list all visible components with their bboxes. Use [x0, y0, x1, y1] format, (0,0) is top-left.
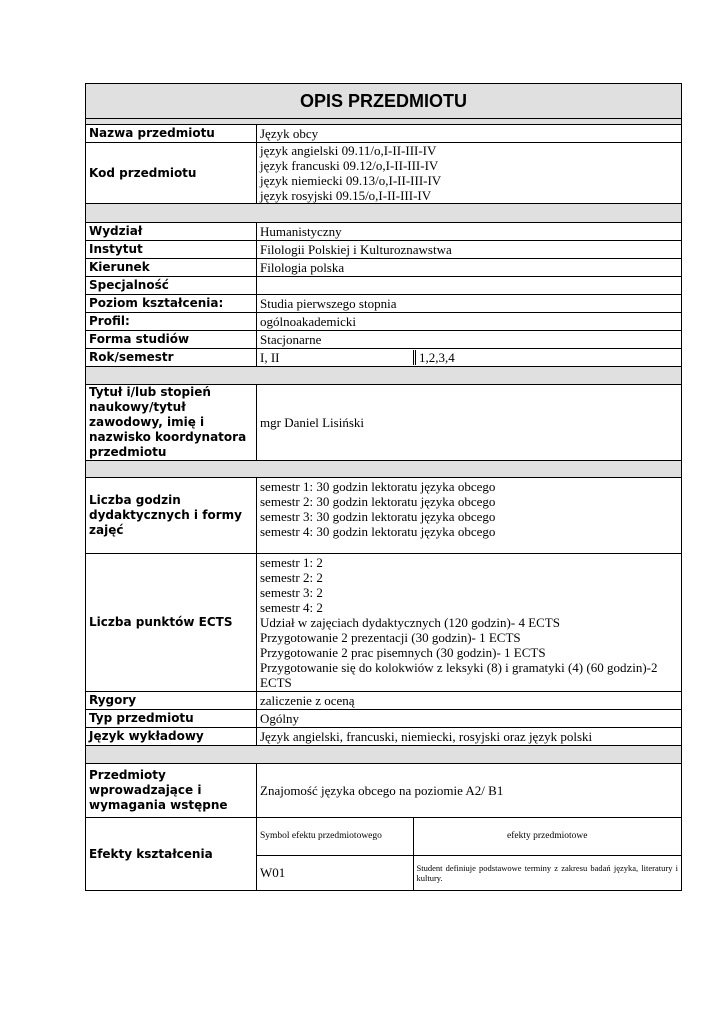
- kod-line: język rosyjski 09.15/o,I-II-III-IV: [260, 188, 432, 203]
- value-liczba-godzin: [257, 478, 682, 554]
- godziny-line: semestr 1: 30 godzin lektoratu języka obcego: [260, 479, 496, 494]
- ects-line: semestr 1: 2: [260, 555, 323, 570]
- ects-line: Przygotowanie 2 prac pisemnych (30 godzin)- 1 ECTS: [260, 645, 546, 660]
- header-efekty: efekty przedmiotowe: [413, 818, 681, 855]
- value-punkty-ects: [257, 554, 682, 692]
- label-wydzial: Wydział: [86, 223, 257, 241]
- label-wymagania-wstepne: Przedmioty wprowadzające i wymagania wstępne: [86, 764, 257, 818]
- label-jezyk-wykladowy: Język wykładowy: [86, 728, 257, 746]
- subject-description-table: [85, 83, 682, 891]
- godziny-line: semestr 2: 30 godzin lektoratu języka obcego: [260, 494, 496, 509]
- value-rok-semestr: [257, 349, 682, 367]
- subject-description-document: [85, 83, 681, 891]
- label-profil: Profil:: [86, 313, 257, 331]
- value-typ-przedmiotu: Ogólny: [257, 710, 682, 728]
- value-kierunek: Filologia polska: [257, 259, 682, 277]
- value-wymagania-wstepne: Znajomość języka obcego na poziomie A2/ B1: [257, 764, 682, 818]
- ects-line: Przygotowanie 2 prezentacji (30 godzin)- 1 ECTS: [260, 630, 521, 645]
- value-kod-przedmiotu: [257, 143, 682, 204]
- value-forma-studiow: Stacjonarne: [257, 331, 682, 349]
- label-punkty-ects: Liczba punktów ECTS: [86, 554, 257, 692]
- spacer-row: [86, 461, 682, 478]
- kod-line: język angielski 09.11/o,I-II-III-IV: [260, 143, 437, 158]
- label-poziom-ksztalcenia: Poziom kształcenia:: [86, 295, 257, 313]
- value-specjalnosc: [257, 277, 682, 295]
- value-semestr: 1,2,3,4: [419, 350, 455, 365]
- spacer-row: [86, 746, 682, 764]
- label-koordynator: Tytuł i/lub stopień naukowy/tytuł zawodowy, imię i nazwisko koordynatora przedmiotu: [86, 385, 257, 461]
- value-nazwa-przedmiotu: Język obcy: [257, 125, 682, 143]
- efekty-ksztalcenia-cell: [257, 818, 682, 891]
- document-title: OPIS PRZEDMIOTU: [86, 84, 682, 119]
- label-specjalnosc: Specjalność: [86, 277, 257, 295]
- value-wydzial: Humanistyczny: [257, 223, 682, 241]
- ects-line: semestr 2: 2: [260, 570, 323, 585]
- ects-line: Udział w zajęciach dydaktycznych (120 godzin)- 4 ECTS: [260, 615, 560, 630]
- value-rok: I, II: [257, 350, 415, 365]
- label-efekty-ksztalcenia: Efekty kształcenia: [86, 818, 257, 891]
- label-rok-semestr: Rok/semestr: [86, 349, 257, 367]
- label-instytut: Instytut: [86, 241, 257, 259]
- label-liczba-godzin: Liczba godzin dydaktycznych i formy zajęć: [86, 478, 257, 554]
- value-rygory: zaliczenie z oceną: [257, 692, 682, 710]
- rok-semestr-split: [257, 350, 681, 365]
- label-nazwa-przedmiotu: Nazwa przedmiotu: [86, 125, 257, 143]
- ects-line: semestr 4: 2: [260, 600, 323, 615]
- ects-line: Przygotowanie się do kolokwiów z leksyki (8) i gramatyki (4) (60 godzin)-2 ECTS: [260, 660, 658, 690]
- label-kod-przedmiotu: Kod przedmiotu: [86, 143, 257, 204]
- label-typ-przedmiotu: Typ przedmiotu: [86, 710, 257, 728]
- kod-line: język francuski 09.12/o,I-II-III-IV: [260, 158, 439, 173]
- label-rygory: Rygory: [86, 692, 257, 710]
- efekt-opis: Student definiuje podstawowe terminy z zakresu badań języka, literatury i kultury.: [413, 855, 681, 890]
- value-poziom-ksztalcenia: Studia pierwszego stopnia: [257, 295, 682, 313]
- godziny-line: semestr 3: 30 godzin lektoratu języka obcego: [260, 509, 496, 524]
- value-instytut: Filologii Polskiej i Kulturoznawstwa: [257, 241, 682, 259]
- godziny-line: semestr 4: 30 godzin lektoratu języka obcego: [260, 524, 496, 539]
- value-koordynator: mgr Daniel Lisiński: [257, 385, 682, 461]
- header-symbol: Symbol efektu przedmiotowego: [257, 818, 413, 855]
- label-kierunek: Kierunek: [86, 259, 257, 277]
- efekt-symbol: W01: [257, 855, 413, 890]
- spacer-row: [86, 367, 682, 385]
- ects-line: semestr 3: 2: [260, 585, 323, 600]
- value-profil: ogólnoakademicki: [257, 313, 682, 331]
- kod-line: język niemiecki 09.13/o,I-II-III-IV: [260, 173, 442, 188]
- value-jezyk-wykladowy: Język angielski, francuski, niemiecki, rosyjski oraz język polski: [257, 728, 682, 746]
- spacer-row: [86, 204, 682, 223]
- label-forma-studiow: Forma studiów: [86, 331, 257, 349]
- efekty-table: [257, 818, 681, 890]
